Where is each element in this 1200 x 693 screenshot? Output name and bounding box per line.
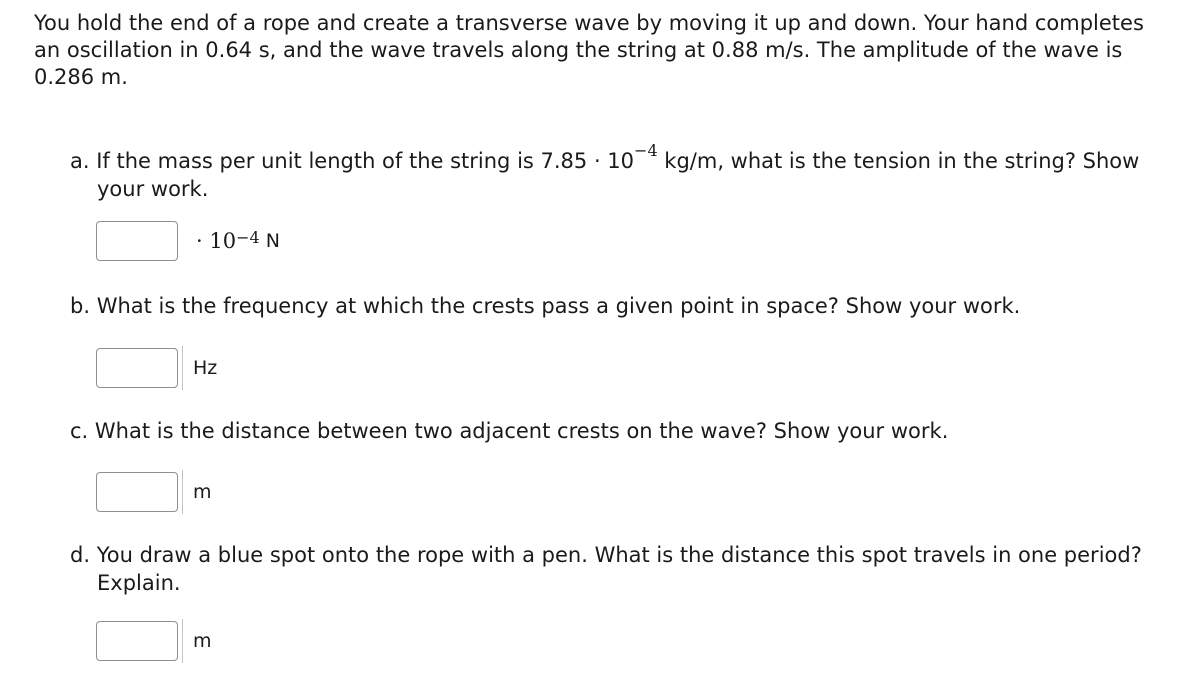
answer-b-input[interactable] <box>96 348 178 388</box>
answer-c-row <box>96 469 212 515</box>
answer-d-unit: m <box>182 619 212 663</box>
question-b-text: What is the frequency at which the crests pass a given point in space? Show your work. <box>96 294 1021 318</box>
answer-d-input[interactable] <box>96 621 178 661</box>
answer-a-unit <box>182 219 280 263</box>
question-c-text: What is the distance between two adjacent crests on the wave? Show your work. <box>94 419 949 443</box>
question-d-text-continued: Explain. <box>97 571 181 595</box>
answer-b-row <box>96 345 217 391</box>
problem-statement: You hold the end of a rope and create a transverse wave by moving it up and down. Your hand completes an oscillation in 0.64 s, and the wave travels along the string at 0.88 m/s. The amplitude of the wave is 0.286 m. <box>34 11 1144 89</box>
answer-b-unit: Hz <box>182 346 217 390</box>
question-a-letter: a. <box>70 149 90 173</box>
answer-a-row <box>96 218 280 264</box>
answer-a-input[interactable] <box>96 221 178 261</box>
question-b-letter: b. <box>70 294 91 318</box>
question-a-text-continued: your work. <box>97 177 209 201</box>
question-d <box>70 541 1150 597</box>
answer-a-unit-prefix: · 10 <box>196 229 237 253</box>
question-c-letter: c. <box>70 419 89 443</box>
answer-c-input[interactable] <box>96 472 178 512</box>
question-a-exponent: −4 <box>634 141 658 160</box>
question-a <box>70 141 1150 203</box>
question-d-text: You draw a blue spot onto the rope with a pen. What is the distance this spot travels in one period? <box>96 543 1142 567</box>
question-d-letter: d. <box>70 543 91 567</box>
question-b <box>70 292 1150 320</box>
answer-a-unit-exponent: −4 <box>236 227 260 247</box>
answer-c-unit: m <box>182 470 212 514</box>
question-a-text <box>96 141 1140 173</box>
question-c <box>70 417 1150 445</box>
answer-a-unit-label: N <box>265 230 280 252</box>
answer-d-row <box>96 618 212 664</box>
question-a-text-before: If the mass per unit length of the string is 7.85 · 10 <box>96 149 635 173</box>
question-a-text-after: kg/m, what is the tension in the string? Show <box>657 149 1140 173</box>
